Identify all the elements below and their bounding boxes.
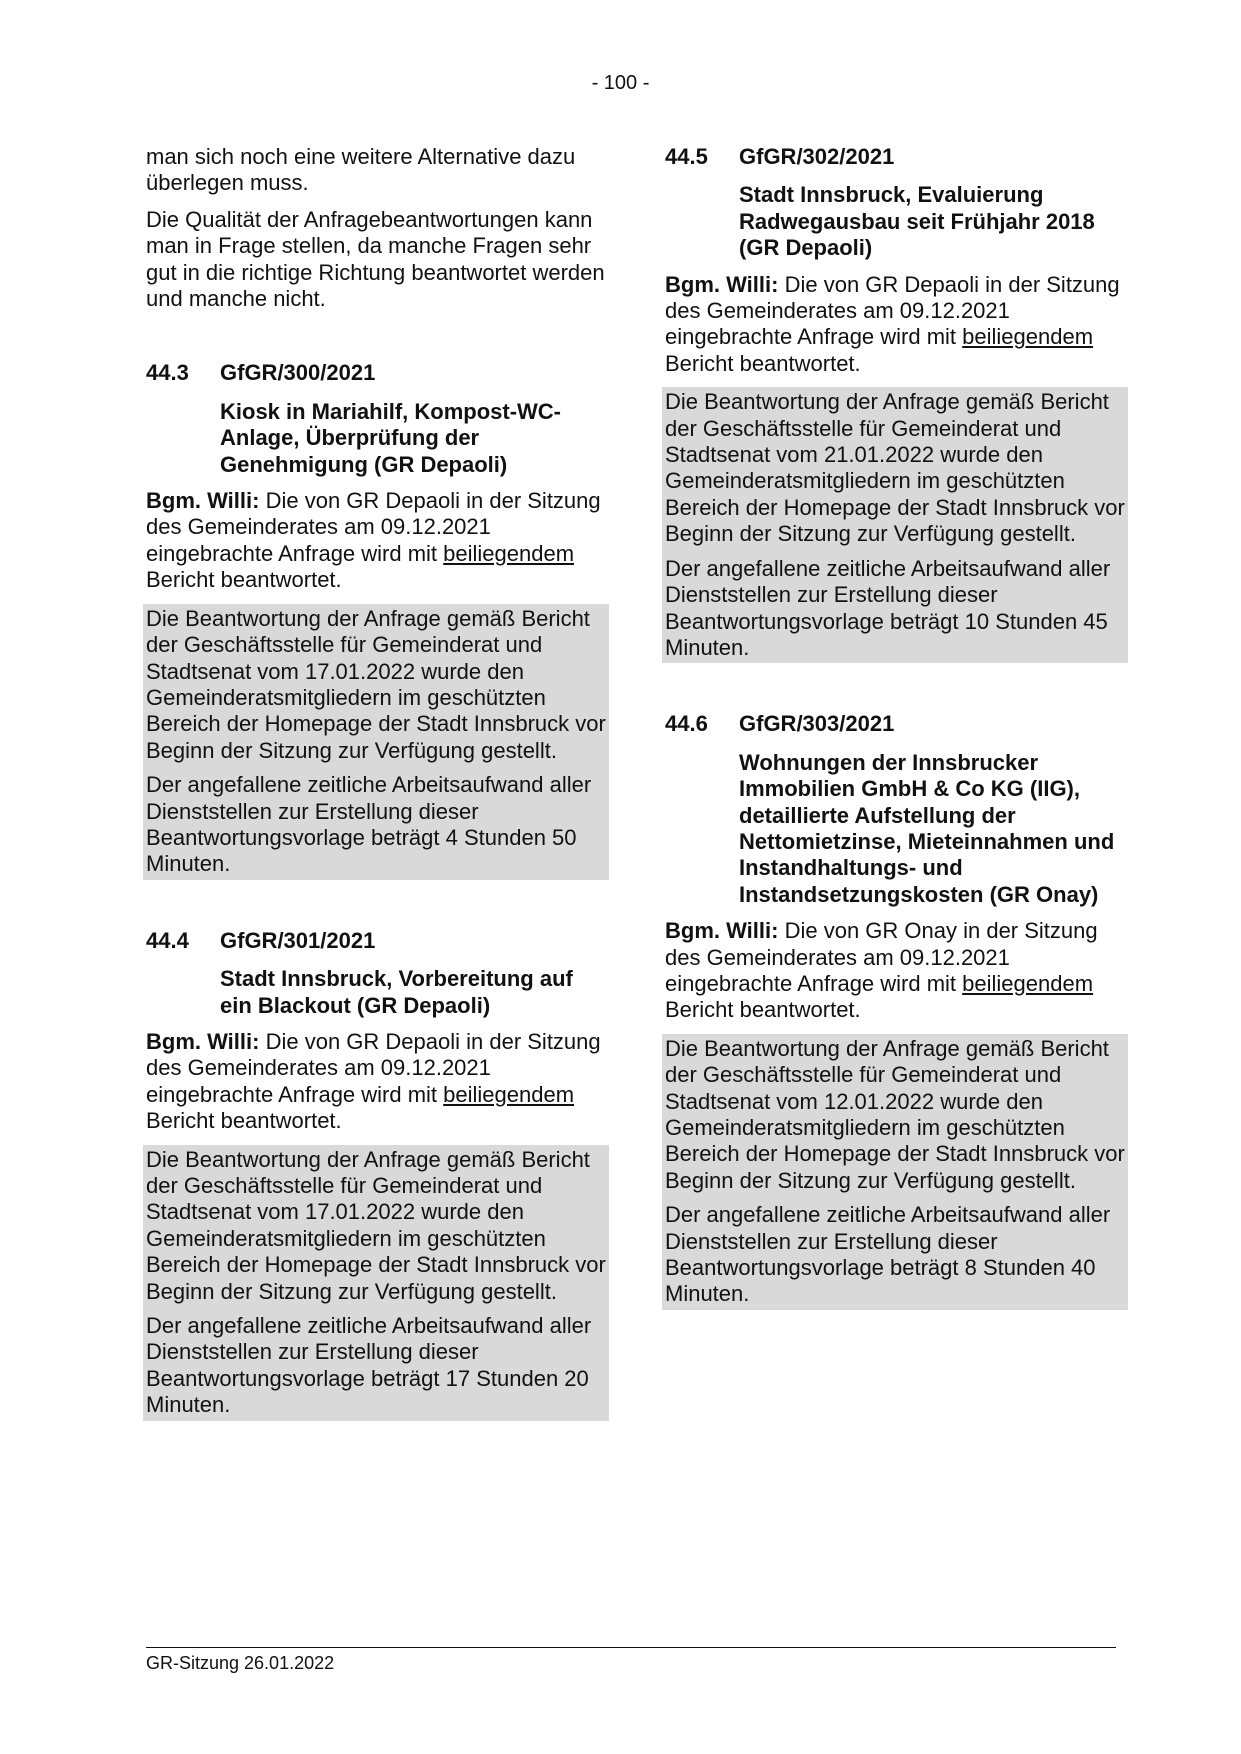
- section-subject: Wohnungen der Innsbrucker Immobilien GmbH & Co KG (IIG), detaillierte Aufstellung der Nettomietzinse, Mieteinnahmen und Instandhaltungs- und Instandsetzungskosten (GR Onay): [739, 749, 1115, 907]
- page-number: - 100 -: [591, 72, 650, 94]
- section-code: GfGR/303/2021: [739, 711, 895, 737]
- shaded-note: [662, 1034, 1128, 1310]
- workload-note: Der angefallene zeitliche Arbeitsaufwand aller Dienststellen zur Erstellung dieser Beantwortungsvorlage beträgt 10 Stunden 45 Minuten.: [665, 555, 1111, 660]
- speaker-label: Bgm. Willi:: [665, 918, 779, 944]
- answer-paragraph: Bgm. Willi: Die von GR Depaoli in der Sitzung des Gemeinderates am 09.12.2021 eingebrachte Anfrage wird mit beiliegendem Bericht beantwortet.: [146, 488, 601, 593]
- attachment-link[interactable]: beiliegendem: [443, 1081, 575, 1107]
- section-heading: [665, 711, 1125, 737]
- section-number: 44.4: [146, 927, 189, 953]
- intro-paragraph: Die Qualität der Anfragebeantwortungen kann man in Frage stellen, da manche Fragen sehr gut in die richtige Richtung beantwortet werden und manche nicht.: [146, 206, 605, 312]
- section-number: 44.5: [665, 144, 708, 169]
- speaker-label: Bgm. Willi:: [665, 271, 779, 297]
- intro-paragraph: man sich noch eine weitere Alternative dazu überlegen muss.: [146, 144, 576, 196]
- section-heading: [665, 144, 1125, 170]
- section-44-4: [146, 928, 606, 1421]
- distribution-note: Die Beantwortung der Anfrage gemäß Bericht der Geschäftsstelle für Gemeinderat und Stadtsenat vom 17.01.2022 wurde den Gemeinderatsmitgliedern im geschützten Bereich der Homepage der Stadt Innsbruck vor Beginn der Sitzung zur Verfügung gestellt.: [146, 1146, 606, 1304]
- answer-paragraph: Bgm. Willi: Die von GR Depaoli in der Sitzung des Gemeinderates am 09.12.2021 eingebrachte Anfrage wird mit beiliegendem Bericht beantwortet.: [665, 271, 1120, 376]
- section-code: GfGR/301/2021: [220, 927, 376, 953]
- left-column: [146, 144, 606, 1431]
- answer-paragraph: Bgm. Willi: Die von GR Onay in der Sitzung des Gemeinderates am 09.12.2021 eingebrachte Anfrage wird mit beiliegendem Bericht beantwortet.: [665, 918, 1098, 1023]
- section-44-6: [665, 711, 1125, 1310]
- section-subject: Kiosk in Mariahilf, Kompost-WC-Anlage, Überprüfung der Genehmigung (GR Depaoli): [220, 398, 561, 477]
- workload-note: Der angefallene zeitliche Arbeitsaufwand aller Dienststellen zur Erstellung dieser Beantwortungsvorlage beträgt 4 Stunden 50 Minuten.: [146, 772, 592, 877]
- distribution-note: Die Beantwortung der Anfrage gemäß Bericht der Geschäftsstelle für Gemeinderat und Stadtsenat vom 17.01.2022 wurde den Gemeinderatsmitgliedern im geschützten Bereich der Homepage der Stadt Innsbruck vor Beginn der Sitzung zur Verfügung gestellt.: [146, 605, 606, 763]
- section-subject: Stadt Innsbruck, Vorbereitung auf ein Blackout (GR Depaoli): [220, 966, 573, 1018]
- section-code: GfGR/300/2021: [220, 360, 376, 386]
- attachment-link[interactable]: beiliegendem: [443, 540, 575, 566]
- shaded-note: [143, 604, 609, 880]
- attachment-link[interactable]: beiliegendem: [962, 970, 1094, 996]
- section-subject: Stadt Innsbruck, Evaluierung Radwegausbau seit Frühjahr 2018 (GR Depaoli): [739, 182, 1095, 261]
- section-number: 44.3: [146, 360, 189, 386]
- footer-text: GR-Sitzung 26.01.2022: [146, 1653, 335, 1673]
- workload-note: Der angefallene zeitliche Arbeitsaufwand aller Dienststellen zur Erstellung dieser Beantwortungsvorlage beträgt 8 Stunden 40 Minuten.: [665, 1202, 1111, 1307]
- speaker-label: Bgm. Willi:: [146, 488, 260, 514]
- speaker-label: Bgm. Willi:: [146, 1028, 260, 1054]
- answer-paragraph: Bgm. Willi: Die von GR Depaoli in der Sitzung des Gemeinderates am 09.12.2021 eingebrachte Anfrage wird mit beiliegendem Bericht beantwortet.: [146, 1028, 601, 1134]
- shaded-note: [143, 1145, 609, 1421]
- attachment-link[interactable]: beiliegendem: [962, 324, 1094, 350]
- distribution-note: Die Beantwortung der Anfrage gemäß Bericht der Geschäftsstelle für Gemeinderat und Stadtsenat vom 21.01.2022 wurde den Gemeinderatsmitgliedern im geschützten Bereich der Homepage der Stadt Innsbruck vor Beginn der Sitzung zur Verfügung gestellt.: [665, 389, 1125, 547]
- footer-divider: [146, 1647, 1116, 1648]
- distribution-note: Die Beantwortung der Anfrage gemäß Bericht der Geschäftsstelle für Gemeinderat und Stadtsenat vom 12.01.2022 wurde den Gemeinderatsmitgliedern im geschützten Bereich der Homepage der Stadt Innsbruck vor Beginn der Sitzung zur Verfügung gestellt.: [665, 1035, 1125, 1193]
- section-heading: [146, 360, 606, 386]
- shaded-note: [662, 387, 1128, 663]
- section-heading: [146, 928, 606, 954]
- section-44-3: [146, 360, 606, 879]
- section-number: 44.6: [665, 711, 708, 737]
- right-column: [665, 144, 1125, 1320]
- section-code: GfGR/302/2021: [739, 144, 895, 169]
- section-44-5: [665, 144, 1125, 663]
- workload-note: Der angefallene zeitliche Arbeitsaufwand aller Dienststellen zur Erstellung dieser Beantwortungsvorlage beträgt 17 Stunden 20 Minuten.: [146, 1313, 592, 1418]
